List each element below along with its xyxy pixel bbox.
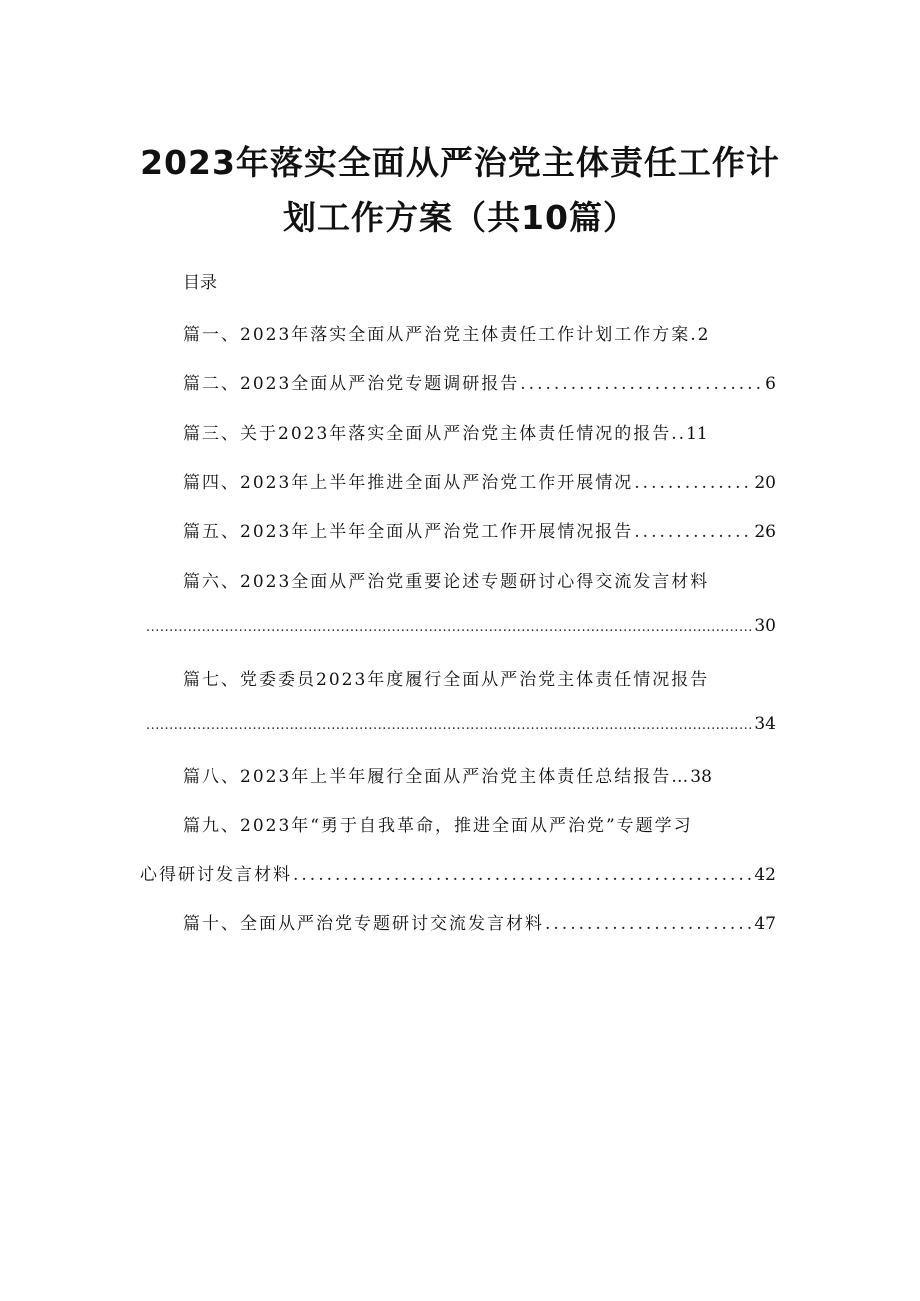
toc-entry-title-cont: 心得研讨发言材料 (140, 865, 292, 885)
toc-entry-5[interactable] (183, 517, 776, 543)
toc-entry-page: 6 (765, 374, 776, 394)
toc-entry-2[interactable] (183, 369, 776, 395)
toc-entry-title: 篇八、2023年上半年履行全面从严治党主体责任总结报告… (183, 767, 691, 787)
toc-entry-title: 篇六、2023全面从严治党重要论述专题研讨心得交流发言材料 (183, 572, 710, 592)
toc-entry-page: 30 (754, 616, 776, 636)
toc-entry-title: 篇五、2023年上半年全面从严治党工作开展情况报告 (183, 522, 634, 542)
toc-entry-6[interactable] (183, 567, 709, 593)
toc-entry-page: 20 (754, 473, 776, 493)
toc-entry-title: 篇七、党委委员2023年度履行全面从严治党主体责任情况报告 (183, 670, 710, 690)
document-title-line-2: 划工作方案（共10篇） (283, 198, 637, 237)
toc-entry-title: 篇三、关于2023年落实全面从严治党主体责任情况的报告.. (183, 424, 687, 444)
toc-entry-9-cont[interactable] (140, 860, 776, 886)
document-title-line-1: 2023年落实全面从严治党主体责任工作计 (140, 143, 780, 182)
toc-entry-title: 篇四、2023年上半年推进全面从严治党工作开展情况 (183, 473, 634, 493)
toc-entry-1[interactable] (183, 320, 709, 346)
toc-entry-6-leader[interactable] (145, 616, 776, 642)
toc-entry-7-leader[interactable] (145, 714, 776, 740)
toc-leader-dots (634, 473, 753, 493)
toc-entry-title: 篇二、2023全面从严治党专题调研报告 (183, 374, 520, 394)
toc-entry-page: 47 (754, 914, 776, 934)
toc-entry-page: 42 (754, 865, 776, 885)
toc-entry-page: 11 (686, 424, 708, 444)
toc-entry-8[interactable] (183, 762, 712, 788)
toc-leader-dots (146, 620, 753, 635)
toc-entry-title: 篇十、全面从严治党专题研讨交流发言材料 (183, 914, 544, 934)
toc-entry-7[interactable] (183, 665, 709, 691)
toc-entry-page: 2 (697, 325, 709, 345)
toc-leader-dots (545, 914, 753, 934)
toc-leader-dots (146, 718, 753, 733)
toc-leader-dots (634, 522, 753, 542)
toc-entry-title: 篇一、2023年落实全面从严治党主体责任工作计划工作方案. (183, 325, 698, 345)
toc-entry-9[interactable] (183, 811, 693, 837)
toc-entry-page: 26 (754, 522, 776, 542)
toc-heading: 目录 (183, 273, 217, 293)
toc-entry-page: 34 (754, 714, 776, 734)
toc-entry-10[interactable] (183, 909, 776, 935)
toc-leader-dots (520, 374, 764, 394)
toc-leader-dots (293, 865, 753, 885)
toc-entry-title: 篇九、2023年“勇于自我革命，推进全面从严治党”专题学习 (183, 816, 693, 836)
toc-entry-page: 38 (690, 767, 712, 787)
toc-entry-4[interactable] (183, 468, 776, 494)
toc-entry-3[interactable] (183, 419, 708, 445)
